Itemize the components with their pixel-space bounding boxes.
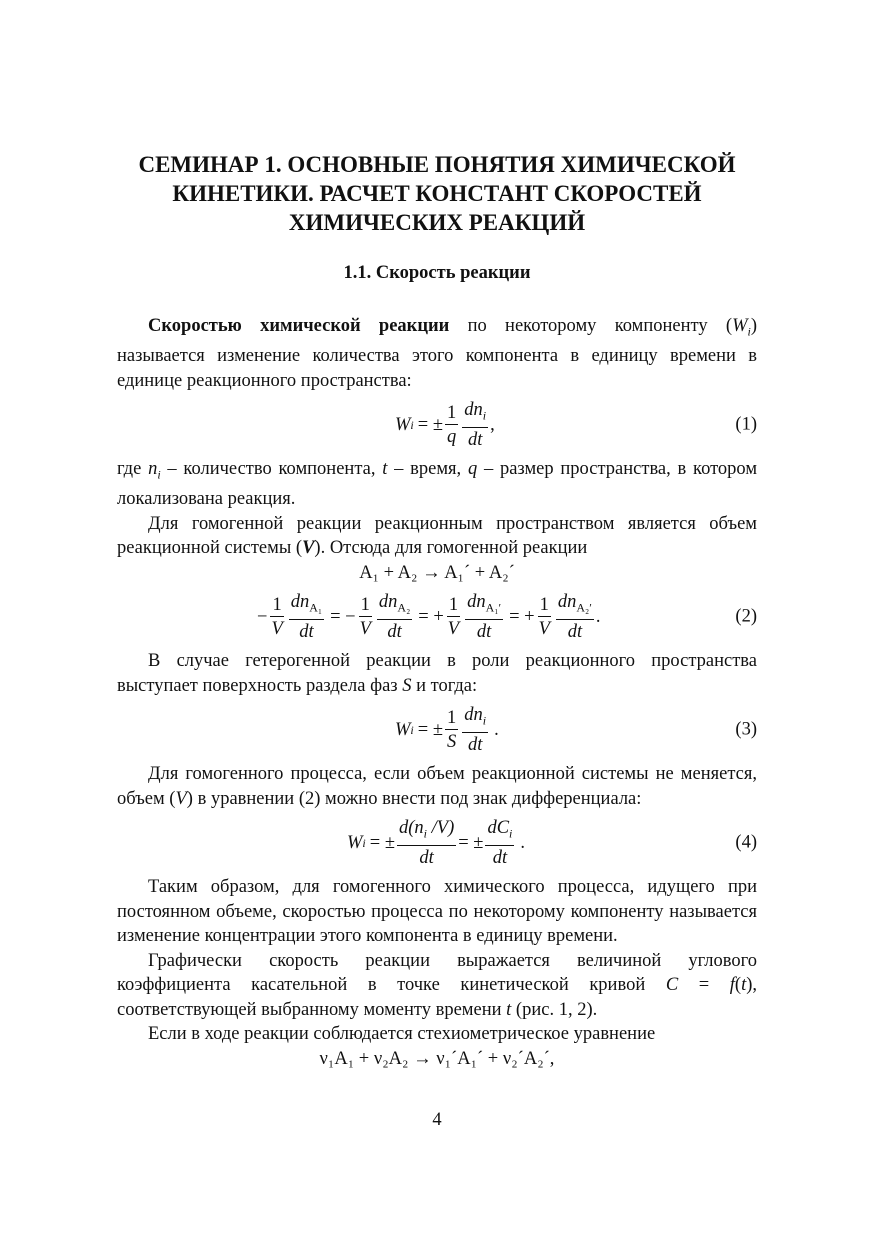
equation-number-1: (1) [735, 414, 757, 435]
paragraph-definition: Скоростью химической реакции по некоторому компоненту $(W_i)$ называется изменение количества этого компонента в единицу времени в единице реакционного пространства: [117, 316, 757, 391]
title-line-2: КИНЕТИКИ. РАСЧЕТ КОНСТАНТ СКОРОСТЕЙ [172, 181, 702, 206]
page-content [117, 150, 757, 1071]
paragraph-heterogeneous: В случае гетерогенной реакции в роли реакционного пространства выступает поверхность раздела фаз S и тогда: [117, 651, 757, 696]
equation-number-2: (2) [735, 606, 757, 627]
equation-number-4: (4) [735, 832, 757, 853]
paragraph-graphical: Графически скорость реакции выражается величиной углового коэффициента касательной в точке кинетической кривой C = f(t), соответствующей выбранному моменту времени t (рис. 1, 2). [117, 950, 757, 1020]
section-heading: 1.1. Скорость реакции [343, 263, 531, 283]
chapter-title [117, 150, 757, 237]
paragraph-constant-volume: Для гомогенного процесса, если объем реакционной системы не меняется, объем (V) в уравнении (2) можно внести под знак дифференциала: [117, 764, 757, 809]
paragraph-homogeneous: Для гомогенной реакции реакционным пространством является объем реакционной системы (V). Отсюда для гомогенной реакции [117, 513, 757, 559]
equation-1: W i = ± $\frac{1}{q}$ $\frac{dn_i}{dt}$ , (1) [395, 399, 757, 450]
paragraph-stoichiometric: Если в ходе реакции соблюдается стехиометрическое уравнение [148, 1024, 656, 1045]
equation-3: W i = ± $\frac{1}{S}$ $\frac{dn_i}{dt}$ . (3) [395, 705, 757, 755]
equation-4: W i = ± $\frac{d(n_i /V)}{dt}$ = ± $\frac{dC_i}{dt}$ . (4) [347, 818, 757, 868]
equation-number-3: (3) [735, 719, 757, 740]
bold-term: Скоростью химической реакции [148, 316, 450, 336]
paragraph-where: где $n_i$ – количество компонента, t – время, q – размер пространства, в котором локализована реакция. [117, 459, 758, 510]
title-line-3: ХИМИЧЕСКИХ РЕАКЦИЙ [288, 210, 586, 235]
equation-2: − $\frac{1}{V}$ $\frac{dn_{A_1}}{dt}$ = − $\frac{1}{V}$ $\frac{dn_{A_2}}{dt}$ = + $\frac{1}{V}$ $\frac{dn_{A_1'}}{dt}$ = + $\frac{1}{V}$ $\frac{dn_{A_2'}}{dt}$ . (2) [257, 592, 757, 642]
reaction-scheme-2: ν₁A₁ + ν₂A₂ → ν₁´A₁´ + ν₂´A₂´, [319, 1048, 555, 1069]
paragraph-conclusion: Таким образом, для гомогенного химического процесса, идущего при постоянном объеме, скоростью процесса по некоторому компоненту называется изменение концентрации этого компонента в единицу времени. [117, 877, 757, 947]
page-number: 4 [432, 1110, 442, 1130]
title-line-1: СЕМИНАР 1. ОСНОВНЫЕ ПОНЯТИЯ ХИМИЧЕСКОЙ [138, 152, 736, 177]
reaction-scheme-1: A₁ + A₂ → A₁´ + A₂´ [359, 562, 515, 583]
